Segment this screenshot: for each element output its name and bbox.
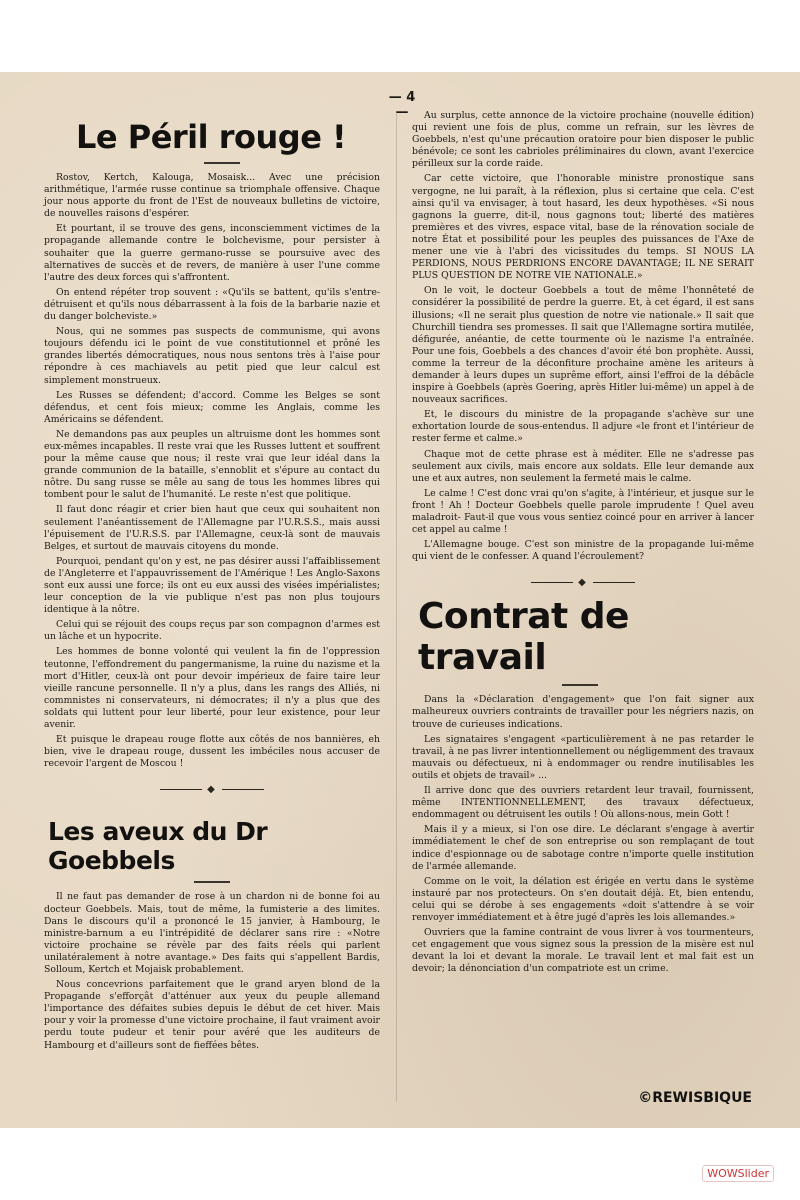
article-title-aveux-goebbels: Les aveux du Dr Goebbels xyxy=(48,817,268,876)
title-rule xyxy=(204,162,240,164)
newspaper-page xyxy=(0,72,800,1128)
paragraph: Et pourtant, il se trouve des gens, inconsciemment victimes de la propagande allemande contre le bolchevisme, pour persister à souhaiter que la guerre germano-russe se poursuive avec des alternatives de succès et de revers, de manière à user l'une comme l'autre des deux forces qui s'affrontent. xyxy=(44,223,380,283)
section-ornament: ◆ xyxy=(412,577,754,588)
section-ornament: ◆ xyxy=(44,784,380,795)
paragraph: Rostov, Kertch, Kalouga, Mosaisk... Avec une précision arithmétique, l'armée russe continue sa triomphale offensive. Chaque jour nous apporte du front de l'Est de nouveaux bulletins de victoire, de nouvelles raisons d'espérer. xyxy=(44,172,380,220)
paragraph: Au surplus, cette annonce de la victoire prochaine (nouvelle édition) qui revient une fois de plus, comme un refrain, sur les lèvres de Goebbels, n'est qu'une précaution oratoire pour bien disposer le public bénévole; ce sont les cabrioles préliminaires du clown, avant l'exercice périlleux sur la corde raide. xyxy=(412,110,754,170)
article-body-peril-rouge xyxy=(44,172,380,770)
paragraph: Et, le discours du ministre de la propagande s'achève sur une exhortation lourde de sous-entendus. Il adjure «le front et l'intérieur de rester ferme et calme.» xyxy=(412,409,754,445)
article-title-contrat-travail: Contrat de travail xyxy=(418,596,629,679)
page-number: — 4 — xyxy=(388,90,416,120)
paragraph: Il ne faut pas demander de rose à un chardon ni de bonne foi au docteur Goebbels. Mais, tout de même, la fumisterie a des limites. Dans le discours qu'il a prononcé le 15 janvier, à Hambourg, le ministre-barnum a eu l'intrépidité de déclarer sans rire : «Notre victoire prochaine se révèle par des faits réels qui parlent unilatéralement à notre avantage.» Des faits qui s'appellent Bardis, Solloum, Kertch et Mojaisk probablement. xyxy=(44,891,380,975)
right-column xyxy=(412,110,754,978)
paragraph: Comme on le voit, la délation est érigée en vertu dans le système instauré par nos protecteurs. On s'en doutait déjà. Et, bien entendu, celui qui se dérobe à ses engagements «doit s'attendre à se voir renvoyer immédiatement et à être jugé d'après les lois allemandes.» xyxy=(412,875,754,923)
paragraph: Et puisque le drapeau rouge flotte aux côtés de nos bannières, eh bien, vive le drapeau rouge, dussent les imbéciles nous accuser de recevoir l'argent de Moscou ! xyxy=(44,734,380,770)
paragraph: Les signataires s'engagent «particulièrement à ne pas retarder le travail, à ne pas livrer intentionnellement ou négligemment des travaux mauvais ou défectueux, ni à endommager ou rendre inutilisables les outils et objets de travail» ... xyxy=(412,733,754,781)
paragraph: Il faut donc réagir et crier bien haut que ceux qui souhaitent non seulement l'anéantissement de l'Allemagne par l'U.R.S.S., mais aussi l'épuisement de l'U.R.S.S. par l'Allemagne, ceux-là sont de mauvais Belges, et surtout de mauvais citoyens du monde. xyxy=(44,504,380,552)
paragraph: Ouvriers que la famine contraint de vous livrer à vos tourmenteurs, cet engagement que vous signez sous la pression de la misère est nul devant la loi et devant la morale. Le travail lent et mal fait est un devoir; la dénonciation d'un compatriote est un crime. xyxy=(412,927,754,975)
article-body-contrat-travail xyxy=(412,694,754,975)
copyright-credit: ©REWISBIQUE xyxy=(638,1090,752,1106)
paragraph: On le voit, le docteur Goebbels a tout de même l'honnêteté de considérer la possibilité de perdre la guerre. Et, à cet égard, il est sans illusions; «Il ne serait plus question de notre vie nationale.» Il sait que Churchill tiendra ses promesses. Il sait que l'Allemagne sortira mutilée, défigurée, anéantie, de cette tourmente où le nazisme l'a entraînée. Pour une fois, Goebbels a des chances d'avoir été bon prophète. Aussi, comme la terreur de la déconfiture prochaine amène les ariteurs à demander à leurs dupes un suprême effort, ainsi l'effroi de la débâcle inspire à Goebbels (après Goering, après Hitler lui-même) un appel à de nouveaux sacrifices. xyxy=(412,285,754,406)
title-rule xyxy=(562,684,598,686)
column-divider xyxy=(396,112,397,1102)
paragraph: Mais il y a mieux, si l'on ose dire. Le déclarant s'engage à avertir immédiatement le chef de son entreprise ou son remplaçant de tout indice d'espionnage ou de sabotage contre n'importe quelle institution de l'armée allemande. xyxy=(412,824,754,872)
paragraph: Nous, qui ne sommes pas suspects de communisme, qui avons toujours défendu ici le point de vue constitutionnel et prôné les grandes libertés démocratiques, nous nous sentons très à l'aise pour répondre à ces machiavels au petit pied que leur calcul est simplement monstrueux. xyxy=(44,326,380,386)
slider-watermark[interactable]: WOWSlider xyxy=(702,1165,774,1182)
paragraph: On entend répéter trop souvent : «Qu'ils se battent, qu'ils s'entre-détruisent et qu'ils nous débarrassent à la fois de la barbarie nazie et du danger bolcheviste.» xyxy=(44,286,380,323)
paragraph: Il arrive donc que des ouvriers retardent leur travail, fournissent, même INTENTIONNELLEMENT, des travaux défectueux, endommagent ou détruisent les outils ! Où allons-nous, mein Gott ! xyxy=(412,785,754,821)
article-title-peril-rouge: Le Péril rouge ! xyxy=(76,118,347,156)
paragraph: Dans la «Déclaration d'engagement» que l'on fait signer aux malheureux ouvriers contraints de travailler pour les négriers nazis, on trouve de curieuses indications. xyxy=(412,694,754,730)
paragraph: Les Russes se défendent; d'accord. Comme les Belges se sont défendus, et cent fois mieux; comme les Anglais, comme les Américains se défendent. xyxy=(44,389,380,425)
article-body-aveux-goebbels xyxy=(44,891,380,1051)
paragraph: Les hommes de bonne volonté qui veulent la fin de l'oppression teutonne, l'effondrement du pangermanisme, la ruine du nazisme et la mort d'Hitler, ceux-là ont pour devoir impérieux de faire taire leur vieille rancune personnelle. Il n'y a plus, dans les rangs des Alliés, ni commnistes ni conservateurs, ni démocrates; il n'y a plus que des soldats qui luttent pour leur liberté, pour leur existence, pour leur avenir. xyxy=(44,646,380,731)
paragraph: Le calme ! C'est donc vrai qu'on s'agite, à l'intérieur, et jusque sur le front ! Ah ! Docteur Goebbels quelle parole imprudente ! Quel aveu maladroit- Faut-il que vous vous sentiez coincé pour en arriver à lancer cet appel au calme ! xyxy=(412,487,754,536)
paragraph: Ne demandons pas aux peuples un altruisme dont les hommes sont eux-mêmes incapables. Il reste vrai que les Russes luttent et souffrent pour la même cause que nous; il reste vrai que leur idéal dans la grande communion de la bataille, s'ennoblit et s'épure au contact du nôtre. Du sang russe se mêle au sang de tous les hommes libres qui tombent pour le salut de l'humanité. Le reste n'est que politique. xyxy=(44,428,380,501)
paragraph: Pourquoi, pendant qu'on y est, ne pas désirer aussi l'affaiblissement de l'Angleterre et l'appauvrissement de l'Amérique ! Les Anglo-Saxons sont eux aussi une force; ils ont eu eux aussi des visées impérialistes; leur conception de la vie publique n'est pas non plus toujours identique à la nôtre. xyxy=(44,555,380,616)
paragraph: Car cette victoire, que l'honorable ministre pronostique sans vergogne, ne lui paraît, à la réflexion, plus si certaine que cela. C'est ainsi qu'il va envisager, à tout hasard, les deux hypothèses. «Si nous gagnons la guerre, dit-il, nous gagnons tout; liberté des matières premières et des vivres, espace vital, base de la rénovation sociale de notre État et possibilité pour les peuples des puissances de l'Axe de mener une vie à l'abri des vicissitudes du temps. SI NOUS LA PERDIONS, NOUS PERDRIONS ENCORE DAVANTAGE; IL NE SERAIT PLUS QUESTION DE NOTRE VIE NATIONALE.» xyxy=(412,173,754,282)
paragraph: Chaque mot de cette phrase est à méditer. Elle ne s'adresse pas seulement aux civils, mais encore aux soldats. Elle leur demande aux une et aux autres, non seulement la fermeté mais le calme. xyxy=(412,448,754,484)
paragraph: Nous concevrions parfaitement que le grand aryen blond de la Propagande s'efforçât d'atténuer aux yeux du peuple allemand l'importance des défaites subies depuis le début de cet hiver. Mais pour y voir la promesse d'une victoire prochaine, il faut vraiment avoir perdu toute pudeur et tenir pour avéré que les auditeurs de Hambourg et d'ailleurs sont de fieffées bêtes. xyxy=(44,979,380,1051)
title-rule xyxy=(194,881,230,883)
article-body-aveux-goebbels-continued xyxy=(412,110,754,563)
paragraph: Celui qui se réjouit des coups reçus par son compagnon d'armes est un lâche et un hypocrite. xyxy=(44,619,380,643)
paragraph: L'Allemagne bouge. C'est son ministre de la propagande lui-même qui vient de le confesser. A quand l'écroulement? xyxy=(412,539,754,563)
left-column xyxy=(44,110,380,1055)
